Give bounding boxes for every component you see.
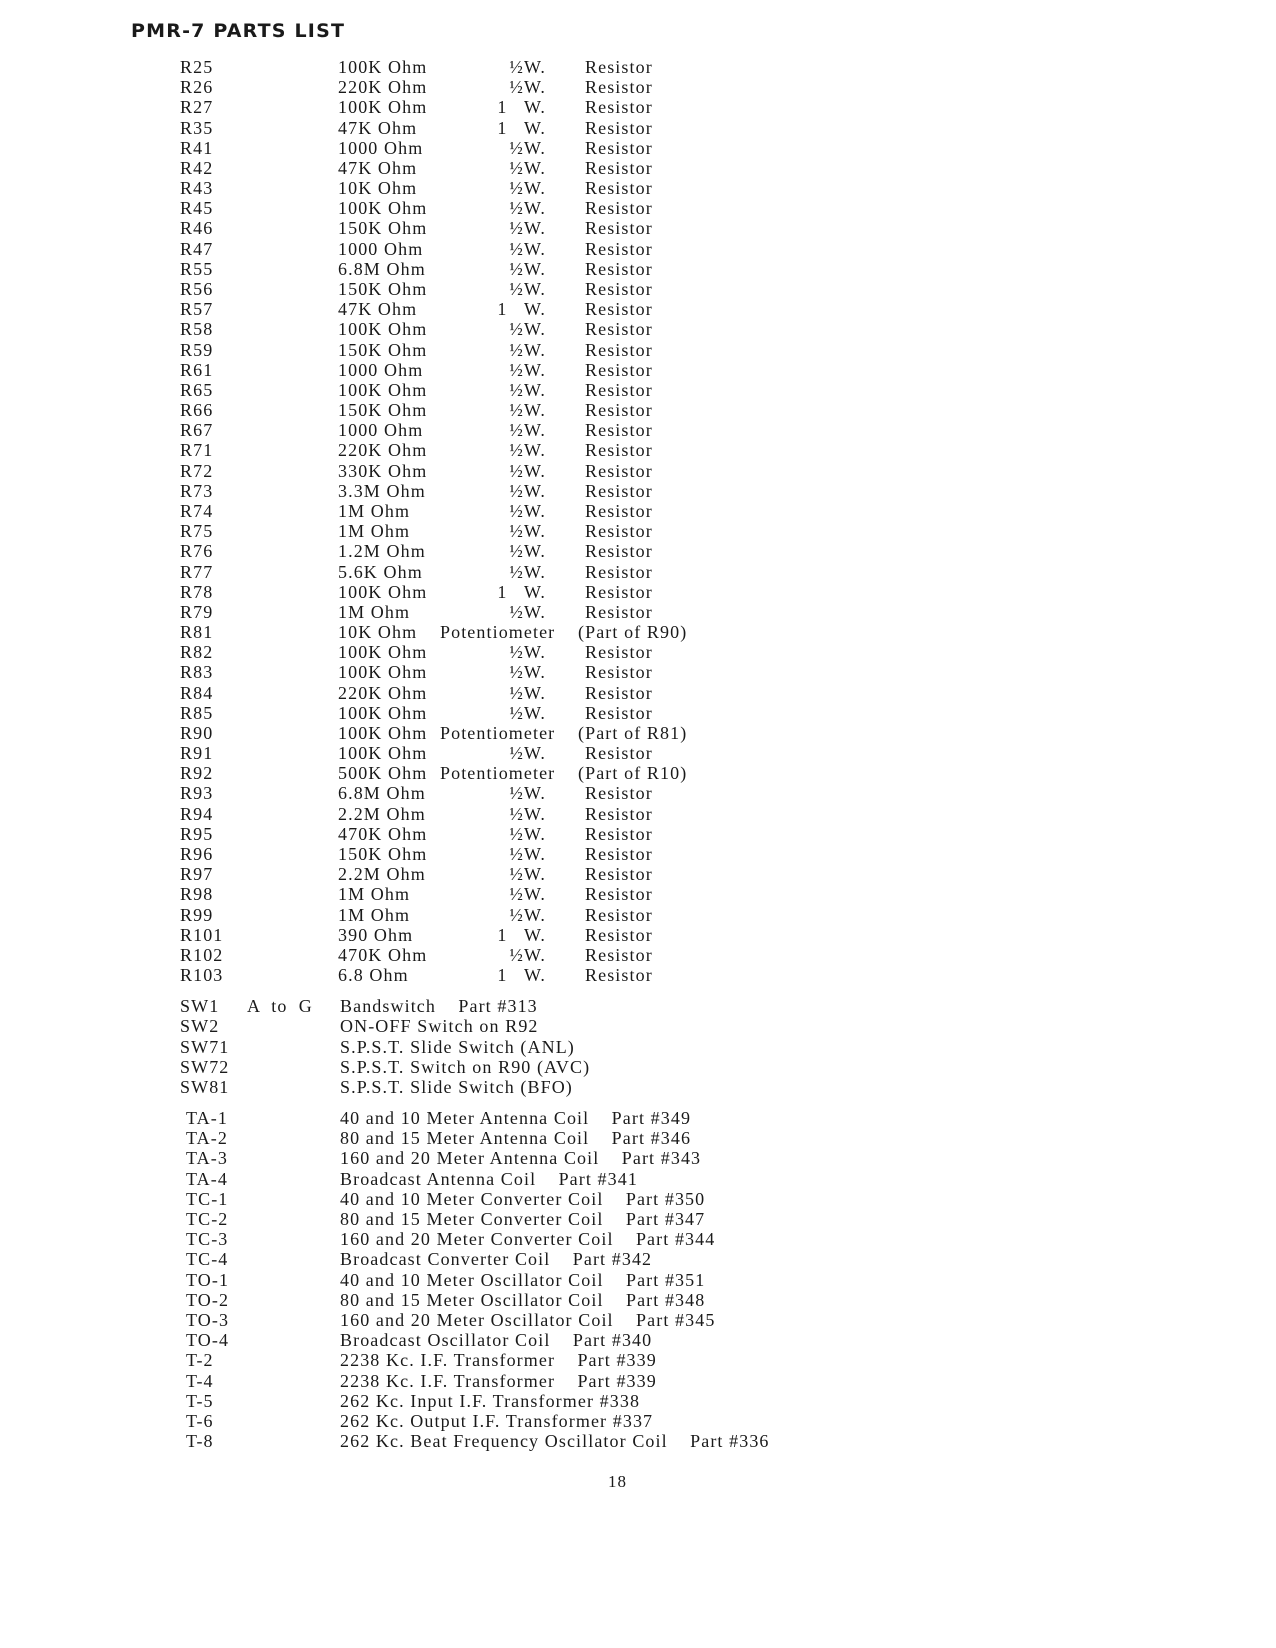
- part-type: Resistor: [585, 278, 653, 299]
- part-value: 2.2M Ohm: [338, 864, 426, 885]
- part-id: SW2: [180, 1016, 220, 1037]
- part-description: S.P.S.T. Slide Switch (BFO): [340, 1077, 573, 1098]
- part-wattage: ½W.: [509, 480, 546, 501]
- part-value: 1M Ohm: [338, 601, 411, 622]
- part-id: R73: [180, 480, 214, 501]
- part-description: Broadcast Converter Coil Part #342: [340, 1249, 653, 1270]
- part-id: R71: [180, 440, 214, 461]
- part-value: 47K Ohm: [338, 157, 418, 178]
- part-value: 100K Ohm: [338, 743, 428, 764]
- part-id: R93: [180, 783, 214, 804]
- part-id: R103: [180, 965, 224, 986]
- part-type: Resistor: [585, 601, 653, 622]
- part-id: TA-4: [186, 1168, 228, 1189]
- part-id: R95: [180, 823, 214, 844]
- part-id: R101: [180, 924, 224, 945]
- part-wattage: ½W.: [509, 178, 546, 199]
- part-description: 40 and 10 Meter Converter Coil Part #350: [340, 1188, 706, 1209]
- part-type: Resistor: [585, 198, 653, 219]
- part-description: S.P.S.T. Slide Switch (ANL): [340, 1036, 575, 1057]
- part-type: Resistor: [585, 420, 653, 441]
- part-value: 6.8 Ohm: [338, 965, 409, 986]
- part-value: 100K Ohm: [338, 642, 428, 663]
- part-id: R58: [180, 319, 214, 340]
- part-value: 150K Ohm: [338, 400, 428, 421]
- part-id: TO-1: [186, 1269, 230, 1290]
- part-wattage: ½W.: [509, 823, 546, 844]
- part-wattage: ½W.: [509, 57, 546, 77]
- part-value: 10K Ohm: [338, 622, 418, 643]
- part-wattage: ½W.: [509, 662, 546, 683]
- part-id: R57: [180, 299, 214, 320]
- part-type: Resistor: [585, 400, 653, 421]
- page-title: PMR-7 PARTS LIST: [131, 20, 346, 42]
- part-id: TC-2: [186, 1209, 229, 1229]
- part-type: Resistor: [585, 379, 653, 400]
- part-id: TA-1: [186, 1108, 228, 1128]
- part-wattage: ½W.: [509, 803, 546, 824]
- part-value: 47K Ohm: [338, 117, 418, 138]
- part-id: R45: [180, 198, 214, 219]
- part-value: 390 Ohm: [338, 924, 414, 945]
- part-value: 100K Ohm: [338, 662, 428, 683]
- part-type: Resistor: [585, 339, 653, 360]
- part-id: R79: [180, 601, 214, 622]
- part-wattage: ½W.: [509, 783, 546, 804]
- part-id: R56: [180, 278, 214, 299]
- part-kind: Potentiometer: [440, 763, 556, 784]
- part-value: 1M Ohm: [338, 521, 411, 542]
- part-description: Broadcast Antenna Coil Part #341: [340, 1168, 638, 1189]
- part-id: R94: [180, 803, 214, 824]
- part-value: 1M Ohm: [338, 884, 411, 905]
- part-description: 262 Kc. Output I.F. Transformer #337: [340, 1411, 654, 1431]
- part-wattage: ½W.: [509, 904, 546, 925]
- part-type: Resistor: [585, 238, 653, 259]
- part-kind: Potentiometer: [440, 622, 556, 643]
- part-wattage: 1 W.: [497, 117, 546, 138]
- part-description: S.P.S.T. Switch on R90 (AVC): [340, 1056, 591, 1077]
- part-value: 150K Ohm: [338, 218, 428, 239]
- part-description: 160 and 20 Meter Converter Coil Part #344: [340, 1229, 716, 1250]
- part-description: ON-OFF Switch on R92: [340, 1016, 539, 1037]
- part-type: Resistor: [585, 319, 653, 340]
- part-wattage: ½W.: [509, 77, 546, 98]
- part-type: Resistor: [585, 642, 653, 663]
- part-id: R96: [180, 844, 214, 865]
- part-id: T-5: [186, 1390, 214, 1411]
- part-id: TO-3: [186, 1310, 230, 1330]
- part-type: Resistor: [585, 480, 653, 501]
- part-wattage: 1 W.: [497, 965, 546, 986]
- part-id: R77: [180, 561, 214, 582]
- part-id: T-2: [186, 1350, 214, 1371]
- part-wattage: ½W.: [509, 420, 546, 441]
- part-wattage: ½W.: [509, 137, 546, 158]
- part-id: R98: [180, 884, 214, 905]
- part-wattage: ½W.: [509, 460, 546, 481]
- part-wattage: ½W.: [509, 601, 546, 622]
- part-type: Resistor: [585, 944, 653, 965]
- part-id: R35: [180, 117, 214, 138]
- part-id: R46: [180, 218, 214, 239]
- part-id: R67: [180, 420, 214, 441]
- part-wattage: 1 W.: [497, 299, 546, 320]
- part-wattage: 1 W.: [497, 97, 546, 118]
- part-value: 150K Ohm: [338, 278, 428, 299]
- part-description: 262 Kc. Beat Frequency Oscillator Coil Part #336: [340, 1431, 770, 1452]
- part-description: 40 and 10 Meter Oscillator Coil Part #351: [340, 1269, 706, 1290]
- part-type: Resistor: [585, 823, 653, 844]
- part-wattage: ½W.: [509, 944, 546, 965]
- part-wattage: ½W.: [509, 379, 546, 400]
- part-id: R90: [180, 722, 214, 743]
- part-type: Resistor: [585, 965, 653, 986]
- part-type: Resistor: [585, 157, 653, 178]
- part-value: 470K Ohm: [338, 823, 428, 844]
- part-id: R78: [180, 581, 214, 602]
- part-id: R76: [180, 541, 214, 562]
- part-value: 5.6K Ohm: [338, 561, 423, 582]
- part-value: 2.2M Ohm: [338, 803, 426, 824]
- part-wattage: ½W.: [509, 198, 546, 219]
- part-id: TO-2: [186, 1289, 230, 1310]
- part-id: R25: [180, 57, 214, 77]
- part-id: R75: [180, 521, 214, 542]
- part-type: Resistor: [585, 783, 653, 804]
- part-sub: A to G: [247, 996, 313, 1016]
- part-id: R91: [180, 743, 214, 764]
- part-value: 1.2M Ohm: [338, 541, 426, 562]
- part-id: TO-4: [186, 1330, 230, 1351]
- part-id: TA-3: [186, 1148, 228, 1169]
- part-type: Resistor: [585, 662, 653, 683]
- part-value: 100K Ohm: [338, 319, 428, 340]
- part-type: Resistor: [585, 743, 653, 764]
- part-value: 220K Ohm: [338, 682, 428, 703]
- part-id: T-6: [186, 1411, 214, 1431]
- part-description: 262 Kc. Input I.F. Transformer #338: [340, 1390, 641, 1411]
- part-type: Resistor: [585, 218, 653, 239]
- part-wattage: ½W.: [509, 440, 546, 461]
- part-value: 1000 Ohm: [338, 238, 424, 259]
- part-id: R102: [180, 944, 224, 965]
- part-value: 10K Ohm: [338, 178, 418, 199]
- part-value: 6.8M Ohm: [338, 783, 426, 804]
- part-id: R82: [180, 642, 214, 663]
- part-value: 100K Ohm: [338, 702, 428, 723]
- part-id: R47: [180, 238, 214, 259]
- part-value: 150K Ohm: [338, 844, 428, 865]
- part-type: Resistor: [585, 581, 653, 602]
- part-type: Resistor: [585, 258, 653, 279]
- part-value: 3.3M Ohm: [338, 480, 426, 501]
- part-value: 1000 Ohm: [338, 359, 424, 380]
- part-id: R66: [180, 400, 214, 421]
- part-wattage: ½W.: [509, 884, 546, 905]
- part-id: R41: [180, 137, 214, 158]
- part-type: Resistor: [585, 864, 653, 885]
- part-id: SW1: [180, 996, 220, 1016]
- part-wattage: ½W.: [509, 541, 546, 562]
- part-type: Resistor: [585, 884, 653, 905]
- page-number: 18: [608, 1472, 627, 1491]
- part-value: 500K Ohm: [338, 763, 428, 784]
- part-id: R97: [180, 864, 214, 885]
- part-type: Resistor: [585, 178, 653, 199]
- part-value: 100K Ohm: [338, 722, 428, 743]
- part-id: R85: [180, 702, 214, 723]
- part-wattage: ½W.: [509, 319, 546, 340]
- part-description: 80 and 15 Meter Converter Coil Part #347: [340, 1209, 706, 1229]
- part-type: Resistor: [585, 359, 653, 380]
- part-description: Broadcast Oscillator Coil Part #340: [340, 1330, 653, 1351]
- part-note: (Part of R90): [578, 622, 688, 643]
- part-value: 6.8M Ohm: [338, 258, 426, 279]
- part-wattage: ½W.: [509, 218, 546, 239]
- part-wattage: ½W.: [509, 743, 546, 764]
- part-value: 1000 Ohm: [338, 137, 424, 158]
- part-id: R81: [180, 622, 214, 643]
- part-type: Resistor: [585, 117, 653, 138]
- part-wattage: ½W.: [509, 521, 546, 542]
- part-id: R99: [180, 904, 214, 925]
- part-id: SW81: [180, 1077, 230, 1098]
- part-type: Resistor: [585, 682, 653, 703]
- part-value: 100K Ohm: [338, 581, 428, 602]
- part-type: Resistor: [585, 844, 653, 865]
- part-id: R26: [180, 77, 214, 98]
- part-wattage: ½W.: [509, 702, 546, 723]
- part-id: R84: [180, 682, 214, 703]
- part-type: Resistor: [585, 77, 653, 98]
- part-wattage: ½W.: [509, 339, 546, 360]
- part-type: Resistor: [585, 137, 653, 158]
- part-wattage: ½W.: [509, 561, 546, 582]
- part-id: TC-3: [186, 1229, 229, 1250]
- part-id: R83: [180, 662, 214, 683]
- part-value: 220K Ohm: [338, 440, 428, 461]
- part-value: 470K Ohm: [338, 944, 428, 965]
- part-value: 150K Ohm: [338, 339, 428, 360]
- part-type: Resistor: [585, 299, 653, 320]
- part-id: R42: [180, 157, 214, 178]
- part-wattage: ½W.: [509, 500, 546, 521]
- part-id: R59: [180, 339, 214, 360]
- part-description: 160 and 20 Meter Antenna Coil Part #343: [340, 1148, 702, 1169]
- part-type: Resistor: [585, 97, 653, 118]
- part-id: SW71: [180, 1036, 230, 1057]
- part-id: R61: [180, 359, 214, 380]
- part-value: 100K Ohm: [338, 379, 428, 400]
- part-id: R27: [180, 97, 214, 118]
- part-type: Resistor: [585, 440, 653, 461]
- part-description: 40 and 10 Meter Antenna Coil Part #349: [340, 1108, 692, 1128]
- part-description: Bandswitch Part #313: [340, 996, 538, 1016]
- part-note: (Part of R10): [578, 763, 688, 784]
- part-description: 80 and 15 Meter Antenna Coil Part #346: [340, 1128, 692, 1149]
- part-id: TC-1: [186, 1188, 229, 1209]
- part-type: Resistor: [585, 561, 653, 582]
- part-id: R74: [180, 500, 214, 521]
- part-wattage: ½W.: [509, 844, 546, 865]
- part-kind: Potentiometer: [440, 722, 556, 743]
- part-type: Resistor: [585, 924, 653, 945]
- part-value: 1M Ohm: [338, 500, 411, 521]
- part-note: (Part of R81): [578, 722, 688, 743]
- part-type: Resistor: [585, 57, 653, 77]
- part-wattage: ½W.: [509, 400, 546, 421]
- part-id: TA-2: [186, 1128, 228, 1149]
- part-id: T-4: [186, 1370, 214, 1391]
- part-description: 80 and 15 Meter Oscillator Coil Part #348: [340, 1289, 706, 1310]
- part-description: 160 and 20 Meter Oscillator Coil Part #345: [340, 1310, 716, 1330]
- part-wattage: ½W.: [509, 682, 546, 703]
- part-wattage: 1 W.: [497, 581, 546, 602]
- part-wattage: ½W.: [509, 157, 546, 178]
- part-wattage: ½W.: [509, 238, 546, 259]
- part-value: 100K Ohm: [338, 198, 428, 219]
- part-type: Resistor: [585, 702, 653, 723]
- part-id: R55: [180, 258, 214, 279]
- part-wattage: ½W.: [509, 642, 546, 663]
- part-type: Resistor: [585, 803, 653, 824]
- part-value: 1M Ohm: [338, 904, 411, 925]
- part-value: 1000 Ohm: [338, 420, 424, 441]
- part-description: 2238 Kc. I.F. Transformer Part #339: [340, 1350, 657, 1371]
- part-value: 100K Ohm: [338, 97, 428, 118]
- part-id: TC-4: [186, 1249, 229, 1270]
- part-description: 2238 Kc. I.F. Transformer Part #339: [340, 1370, 657, 1391]
- part-value: 47K Ohm: [338, 299, 418, 320]
- part-type: Resistor: [585, 500, 653, 521]
- part-wattage: ½W.: [509, 864, 546, 885]
- part-wattage: ½W.: [509, 258, 546, 279]
- part-wattage: ½W.: [509, 359, 546, 380]
- part-value: 330K Ohm: [338, 460, 428, 481]
- part-id: R92: [180, 763, 214, 784]
- part-type: Resistor: [585, 904, 653, 925]
- part-type: Resistor: [585, 521, 653, 542]
- part-id: SW72: [180, 1056, 230, 1077]
- part-wattage: ½W.: [509, 278, 546, 299]
- part-type: Resistor: [585, 460, 653, 481]
- part-id: R65: [180, 379, 214, 400]
- part-wattage: 1 W.: [497, 924, 546, 945]
- part-id: T-8: [186, 1431, 214, 1452]
- part-id: R43: [180, 178, 214, 199]
- part-value: 220K Ohm: [338, 77, 428, 98]
- part-value: 100K Ohm: [338, 57, 428, 77]
- part-type: Resistor: [585, 541, 653, 562]
- part-id: R72: [180, 460, 214, 481]
